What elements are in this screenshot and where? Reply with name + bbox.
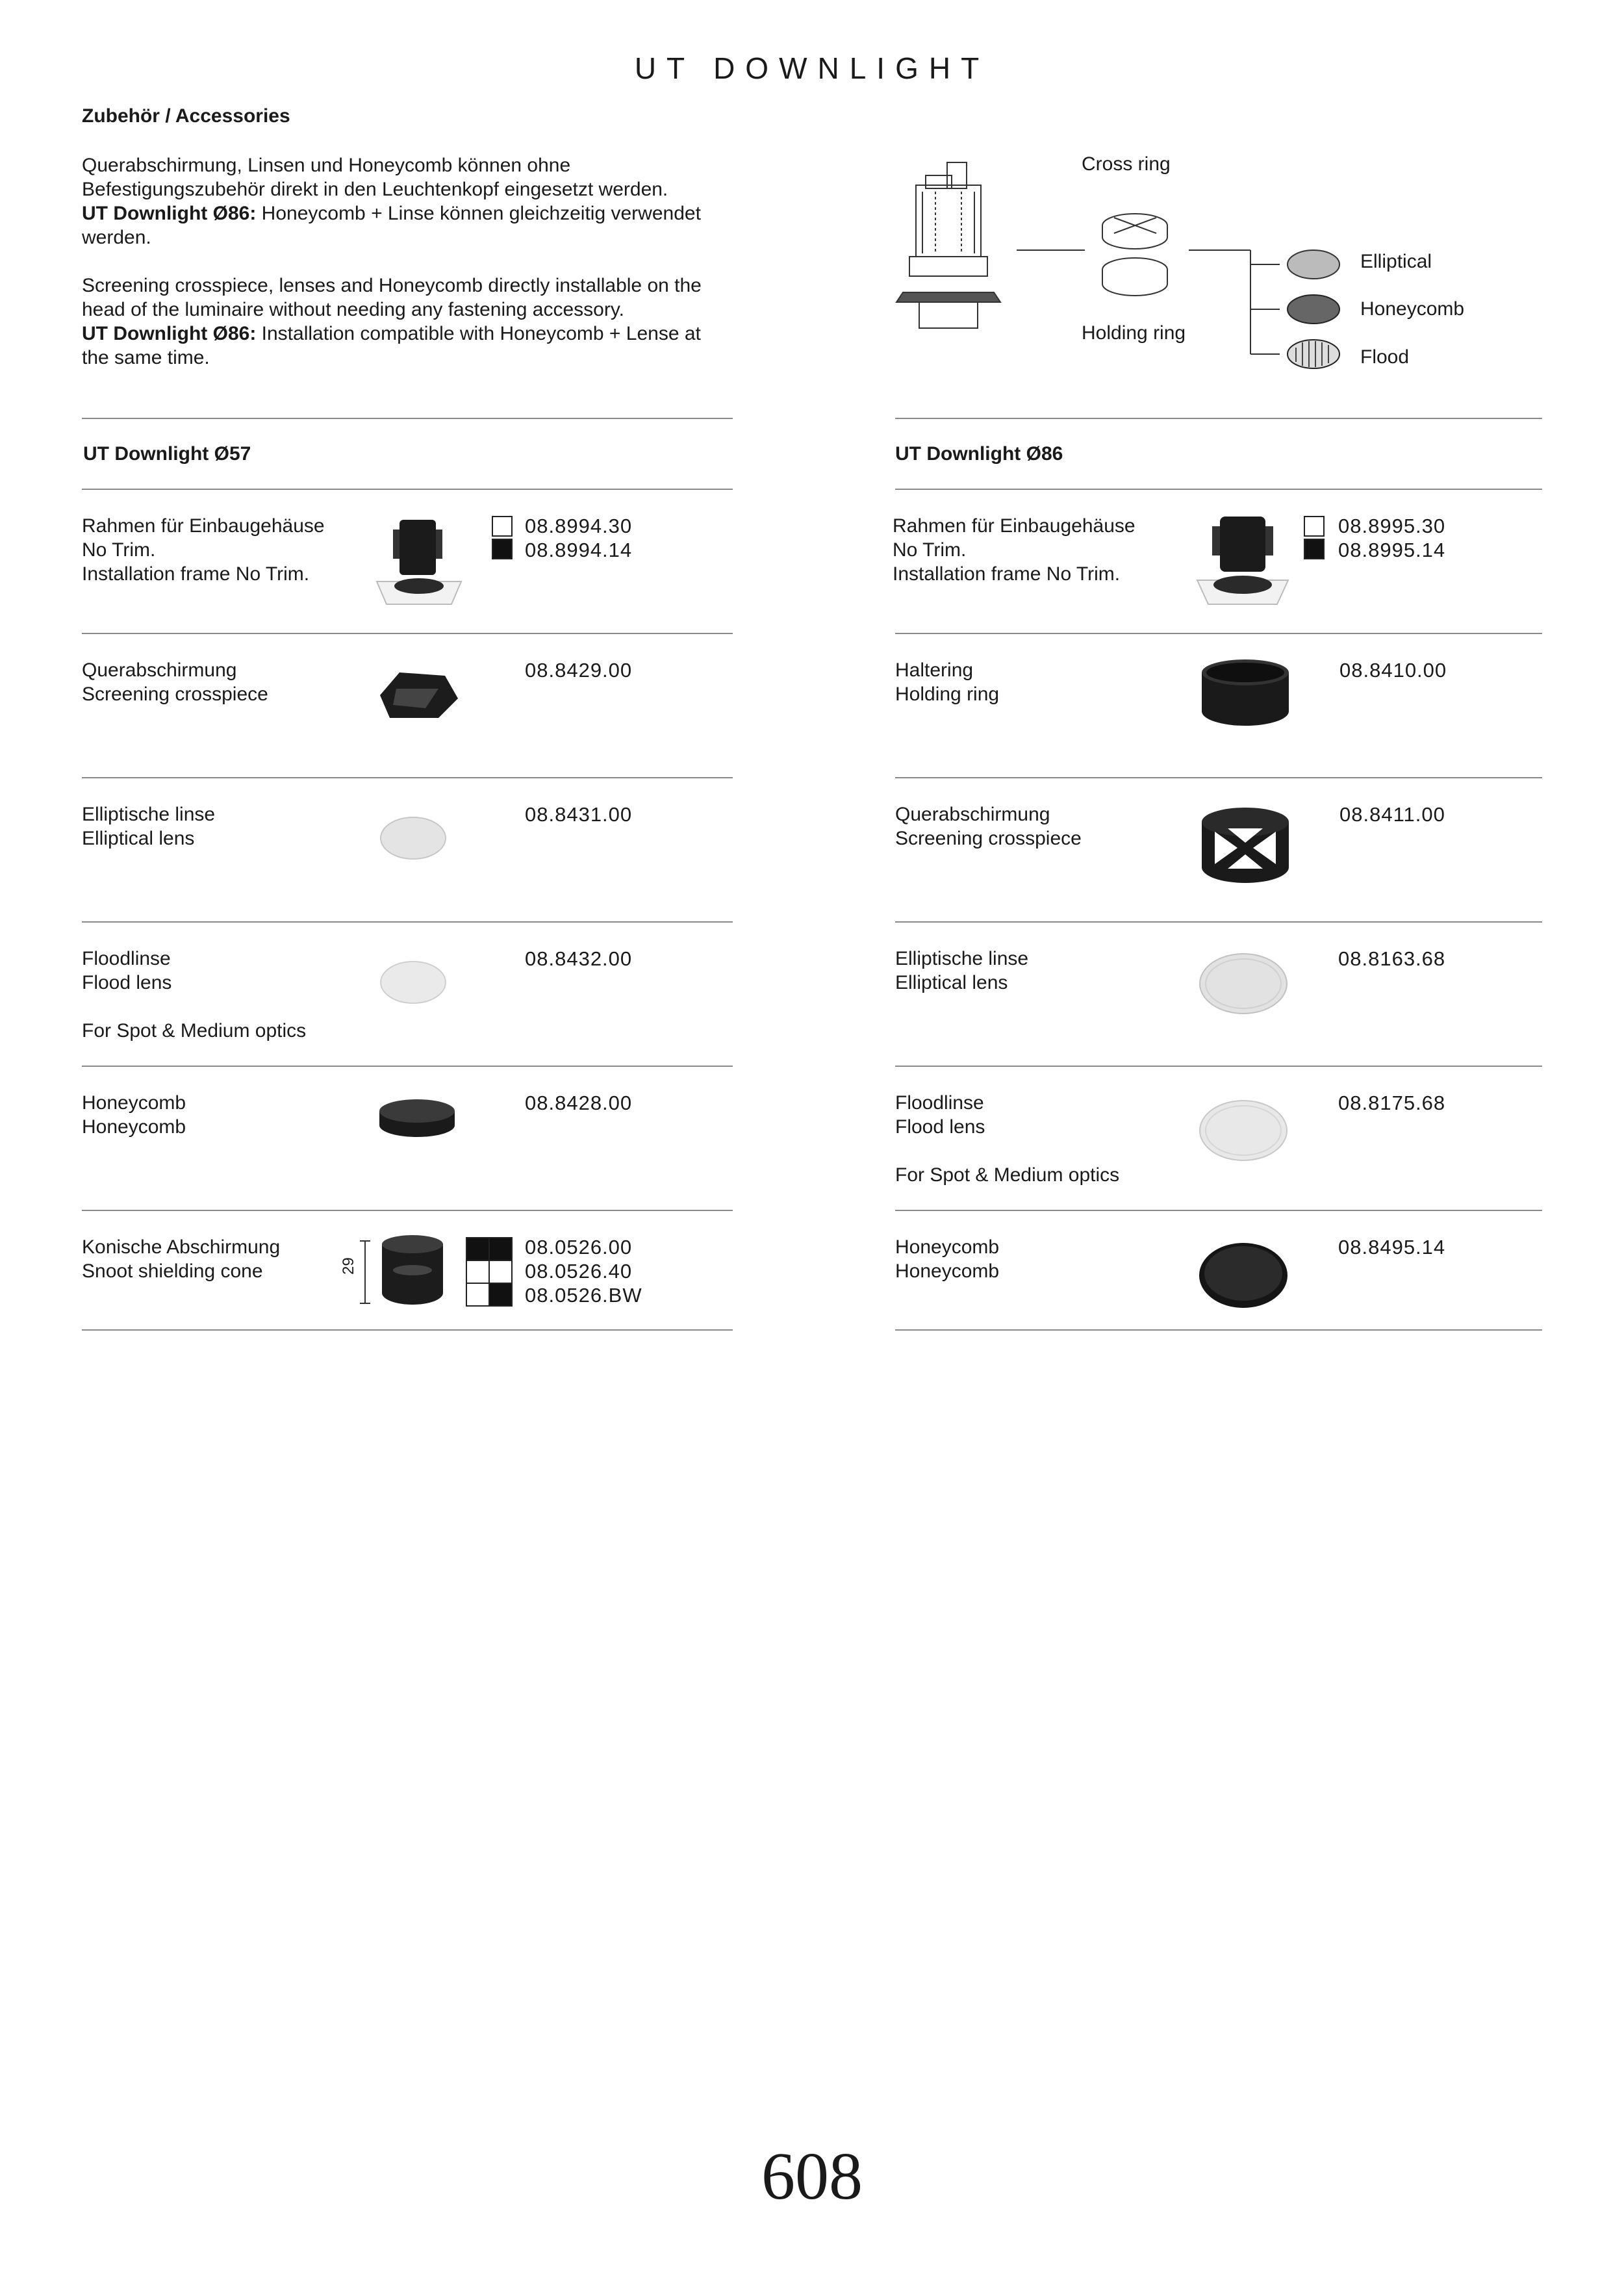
article-code: 08.8175.68 [1338, 1092, 1446, 1114]
diagram-label-cross-ring: Cross ring [1082, 153, 1171, 175]
label-en: Snoot shielding cone [82, 1260, 263, 1282]
article-code: 08.8432.00 [525, 947, 633, 970]
label-en: Elliptical lens [895, 972, 1008, 993]
label-de: Elliptische linse [895, 948, 1029, 969]
label-en: Elliptical lens [82, 828, 195, 849]
intro-text: Honeycomb + Linse können gleichzeitig verwendet [256, 203, 701, 224]
holding-ring-86-icon [1199, 656, 1293, 731]
article-code: 08.8994.14 [525, 539, 633, 561]
screening-crosspiece-57-icon [374, 663, 464, 728]
white-swatch [466, 1283, 490, 1307]
article-code: 08.8410.00 [1339, 659, 1447, 682]
label-line: No Trim. [82, 539, 156, 561]
article-code: 08.0526.00 [525, 1236, 633, 1258]
white-swatch [466, 1260, 490, 1284]
intro-text-line: Befestigungszubehör direkt in den Leuchtenkopf eingesetzt werden. [82, 179, 668, 200]
article-code: 08.8428.00 [525, 1092, 633, 1114]
diagram-label-flood: Flood [1360, 346, 1410, 368]
label-en: Honeycomb [895, 1260, 1000, 1282]
optics-note: For Spot & Medium optics [82, 1020, 307, 1041]
divider [895, 633, 1542, 634]
honeycomb-icon [1288, 295, 1339, 324]
cross-ring-icon [1102, 214, 1167, 249]
label-en: Honeycomb [82, 1116, 186, 1138]
black-swatch [492, 539, 513, 559]
product-label [895, 802, 1082, 850]
black-swatch [466, 1237, 490, 1261]
label-en: Screening crosspiece [895, 828, 1082, 849]
product-label [82, 1235, 280, 1283]
article-code: 08.8995.14 [1338, 539, 1446, 561]
article-codes [525, 1235, 642, 1307]
intro-bold: UT Downlight Ø86: [82, 203, 257, 224]
label-de: Rahmen für Einbaugehäuse [893, 515, 1136, 537]
diagram-label-holding-ring: Holding ring [1082, 322, 1186, 344]
divider [82, 1066, 733, 1067]
honeycomb-57-icon [375, 1092, 460, 1143]
dimension-label: 29 [340, 1257, 357, 1275]
label-de: Konische Abschirmung [82, 1236, 281, 1258]
product-label [895, 947, 1028, 995]
divider [82, 633, 733, 634]
divider [82, 777, 733, 778]
black-swatch [488, 1237, 513, 1261]
intro-text-line: Screening crosspiece, lenses and Honeycomb directly installable on the [82, 275, 702, 296]
divider [895, 777, 1542, 778]
intro-german [82, 153, 744, 249]
elliptical-lens-86-icon [1197, 950, 1294, 1021]
elliptical-lens-57-icon [377, 812, 455, 864]
intro-text-line: the same time. [82, 347, 210, 368]
page-number: 608 [761, 2139, 863, 2214]
installation-frame-86-icon [1194, 510, 1291, 614]
divider [895, 1066, 1542, 1067]
label-en: Screening crosspiece [82, 683, 268, 705]
diagram-label-honeycomb: Honeycomb [1360, 298, 1465, 320]
product-label [82, 514, 325, 586]
white-swatch [1304, 516, 1325, 537]
article-codes [525, 514, 632, 562]
intro-text-line [82, 201, 744, 225]
holding-ring-icon [1102, 258, 1167, 296]
white-swatch [492, 516, 513, 537]
article-code: 08.8429.00 [525, 659, 633, 682]
article-code: 08.0526.BW [525, 1284, 642, 1307]
divider [895, 418, 1542, 419]
section-heading-57: UT Downlight Ø57 [83, 443, 251, 465]
article-code: 08.0526.40 [525, 1260, 633, 1283]
section-subheading: Zubehör / Accessories [82, 105, 290, 127]
product-label [82, 947, 306, 1043]
label-en: Holding ring [895, 683, 1000, 705]
flood-lens-86-icon [1197, 1097, 1294, 1168]
product-label [893, 514, 1136, 586]
section-heading-86: UT Downlight Ø86 [895, 443, 1063, 465]
flood-lens-57-icon [377, 956, 455, 1008]
divider [82, 489, 733, 490]
white-swatch [488, 1260, 513, 1284]
honeycomb-86-icon [1197, 1238, 1294, 1312]
divider [82, 418, 733, 419]
diagram-label-elliptical: Elliptical [1360, 251, 1432, 272]
label-line: No Trim. [893, 539, 967, 561]
label-de: Floodlinse [82, 948, 171, 969]
product-label [895, 1235, 999, 1283]
intro-text-line: Querabschirmung, Linsen und Honeycomb können ohne [82, 155, 571, 176]
screening-crosspiece-86-icon [1199, 802, 1293, 893]
article-code: 08.8163.68 [1338, 947, 1446, 970]
intro-text-line [82, 322, 744, 346]
article-code: 08.8495.14 [1338, 1236, 1446, 1258]
label-de: Querabschirmung [82, 659, 237, 681]
article-code: 08.8411.00 [1339, 803, 1445, 826]
label-en: Installation frame No Trim. [82, 563, 310, 585]
article-code: 08.8995.30 [1338, 515, 1446, 537]
color-grid [466, 1237, 513, 1307]
black-swatch [1304, 539, 1325, 559]
article-codes [1338, 514, 1445, 562]
dimension-line [359, 1241, 372, 1306]
divider [895, 1329, 1542, 1331]
label-en: Flood lens [895, 1116, 985, 1138]
product-label [82, 1091, 186, 1139]
label-de: Elliptische linse [82, 804, 216, 825]
divider [895, 489, 1542, 490]
optics-note: For Spot & Medium optics [895, 1164, 1120, 1186]
divider [895, 921, 1542, 923]
label-en: Flood lens [82, 972, 172, 993]
product-label [82, 658, 268, 706]
product-label [82, 802, 215, 850]
snoot-cone-icon [377, 1231, 448, 1309]
luminaire-diagram [890, 146, 1345, 380]
divider [82, 1210, 733, 1211]
divider [82, 921, 733, 923]
intro-text-line: head of the luminaire without needing any fastening accessory. [82, 299, 624, 320]
article-code: 08.8994.30 [525, 515, 633, 537]
label-de: Haltering [895, 659, 974, 681]
label-de: Honeycomb [82, 1092, 186, 1114]
label-de: Floodlinse [895, 1092, 984, 1114]
intro-english [82, 274, 744, 370]
luminaire-drawing [896, 162, 1000, 328]
intro-bold: UT Downlight Ø86: [82, 323, 257, 344]
product-label [895, 658, 999, 706]
divider [895, 1210, 1542, 1211]
label-en: Installation frame No Trim. [893, 563, 1121, 585]
article-code: 08.8431.00 [525, 803, 633, 826]
intro-text-line: werden. [82, 227, 151, 248]
label-de: Honeycomb [895, 1236, 1000, 1258]
intro-text: Installation compatible with Honeycomb + Lense at [256, 323, 701, 344]
page-title: UT DOWNLIGHT [634, 51, 990, 85]
label-de: Rahmen für Einbaugehäuse [82, 515, 325, 537]
elliptical-lens-icon [1288, 250, 1339, 279]
product-label [895, 1091, 1119, 1187]
label-de: Querabschirmung [895, 804, 1050, 825]
divider [82, 1329, 733, 1331]
black-swatch [488, 1283, 513, 1307]
installation-frame-57-icon [374, 513, 464, 614]
